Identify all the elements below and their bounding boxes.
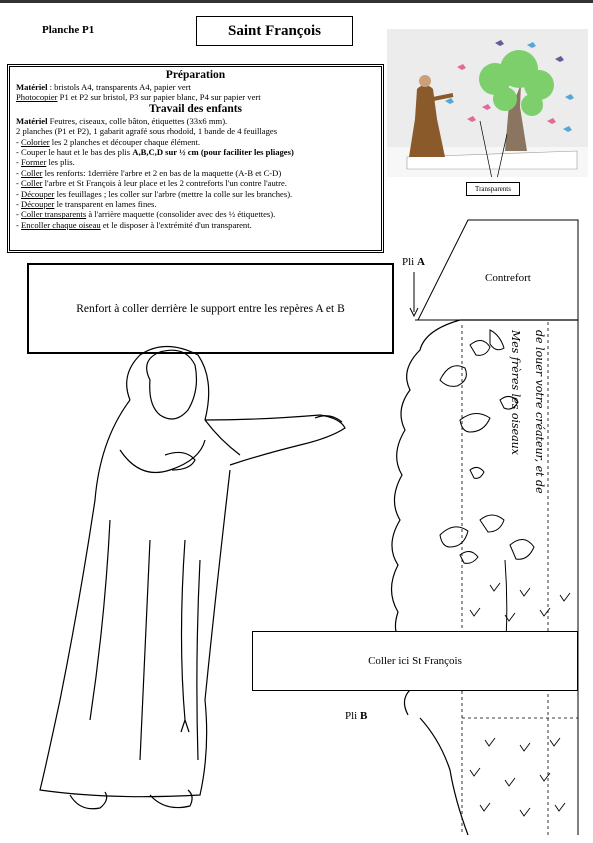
travail-heading: Travail des enfants bbox=[148, 102, 243, 115]
step-item: - Former les plis. bbox=[16, 157, 75, 168]
travail-line2: 2 planches (P1 et P2), 1 gabarit agrafé sous rhodoïd, 1 bande de 4 feuillages bbox=[16, 126, 278, 137]
transparents-callout: Transparents bbox=[466, 182, 520, 196]
renfort-box: Renfort à coller derrière le support entre les repères A et B bbox=[27, 263, 394, 354]
coller-st-francois-box: Coller ici St François bbox=[252, 631, 578, 691]
step-item: - Couper le haut et le bas des plis A,B,C,D sur ½ cm (pour faciliter les pliages) bbox=[16, 147, 294, 158]
step-item: - Découper le transparent en lames fines. bbox=[16, 199, 157, 210]
pli-b-label: Pli B bbox=[345, 710, 368, 722]
cursive-line-2: de louer votre créateur, et de bbox=[533, 330, 546, 494]
materiel-line: Matériel : bristols A4, transparents A4, papier vert bbox=[16, 82, 191, 92]
cursive-line-1: Mes frères les oiseaux bbox=[509, 330, 522, 455]
step-item: - Découper les feuillages ; les coller sur l'arbre (mettre la colle sur les branches). bbox=[16, 188, 293, 199]
photocopier-line: Photocopier P1 et P2 sur bristol, P3 sur papier blanc, P4 sur papier vert bbox=[16, 92, 261, 103]
pli-a-label: Pli A bbox=[402, 256, 425, 268]
cursive-text bbox=[500, 330, 590, 510]
contrefort-label: Contrefort bbox=[485, 272, 531, 284]
preparation-heading: Préparation bbox=[165, 69, 226, 81]
step-item: - Coller transparents à l'arrière maquette (consolider avec des ½ étiquettes). bbox=[16, 209, 276, 220]
step-item: - Coller les renforts: 1derrière l'arbre et 2 en bas de la maquette (A-B et C-D) bbox=[16, 167, 282, 178]
page-title: Saint François bbox=[196, 16, 353, 46]
step-item: - Coller l'arbre et St François à leur place et les 2 contreforts l'un contre l'autre. bbox=[16, 178, 287, 189]
travail-materiel-line: Matériel Feutres, ciseaux, colle bâton, étiquettes (33x6 mm). bbox=[16, 115, 228, 126]
planche-label: Planche P1 bbox=[42, 24, 95, 36]
step-item: - Encoller chaque oiseau et le disposer à l'extrémité d'un transparent. bbox=[16, 219, 252, 230]
step-item: - Colorier les 2 planches et découper chaque élément. bbox=[16, 136, 200, 147]
